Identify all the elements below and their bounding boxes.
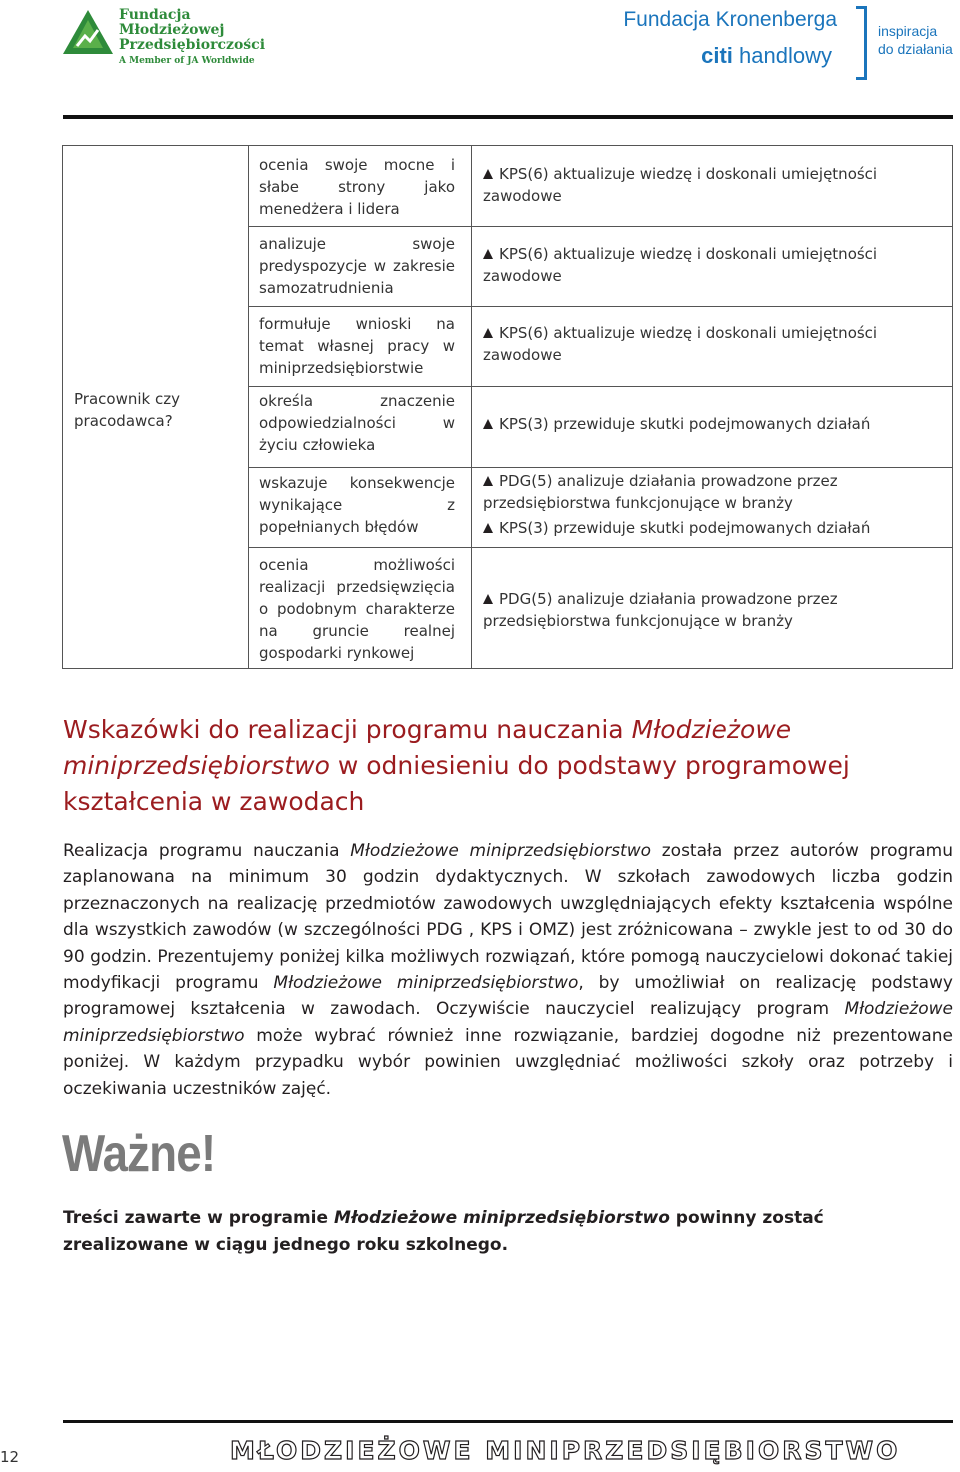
paragraph-text: Realizacja programu nauczania bbox=[63, 841, 351, 861]
effect-item bbox=[483, 243, 943, 287]
note-text: Treści zawarte w programie bbox=[63, 1208, 334, 1228]
table-divider bbox=[248, 467, 952, 468]
triangle-bullet-icon bbox=[483, 476, 493, 486]
footer-title: MŁODZIEŻOWE MINIPRZEDSIĘBIORSTWO bbox=[230, 1436, 901, 1465]
citi-wordmark: citi bbox=[701, 43, 733, 68]
fmp-logo-line2: Młodzieżowej bbox=[119, 22, 225, 38]
tagline bbox=[878, 22, 953, 58]
program-name: Młodzieżowe miniprzedsiębiorstwo bbox=[333, 1208, 670, 1228]
paragraph-text: , by umożliwiał on realizację podstawy programowej kształcenia w zawodach. Oczywiście nauczyciel realizujący program bbox=[63, 973, 953, 1020]
program-name: Młodzieżowe miniprzedsiębiorstwo bbox=[63, 999, 953, 1046]
skill-cell: formułuje wnioski na temat własnej pracy w miniprzedsiębiorstwie bbox=[259, 315, 455, 377]
fmp-logo-line1: Fundacja bbox=[119, 7, 191, 23]
effect-cell bbox=[483, 470, 943, 542]
effect-cell bbox=[483, 163, 943, 210]
triangle-bullet-icon bbox=[483, 594, 493, 604]
skills-table bbox=[62, 145, 953, 669]
effect-text: KPS(6) aktualizuje wiedzę i doskonali umiejętności zawodowe bbox=[483, 324, 878, 364]
effect-text: KPS(6) aktualizuje wiedzę i doskonali umiejętności zawodowe bbox=[483, 165, 878, 205]
citi-handlowy-name bbox=[701, 43, 832, 69]
effect-item bbox=[483, 322, 943, 366]
effect-text: KPS(3) przewiduje skutki podejmowanych działań bbox=[499, 415, 871, 433]
paragraph-text: została przez autorów programu zaplanowana na minimum 30 godzin dydaktycznych. W szkołach zawodowych liczba godzin przeznaczonych na realizację przedmiotów zawodowych uwzględniających efekty kształcenia wspólne dla wszystkich zawodów (w szczególności PDG , KPS i OMZ) jest zróżnicowana – zwykle jest to od 30 do 90 godzin. Prezentujemy poniżej kilka możliwych rozwiązań, które pomogą nauczycielowi dokonać takiej modyfikacji programu bbox=[63, 841, 954, 994]
ja-member-text: A Member of JA Worldwide bbox=[119, 56, 255, 66]
footer-rule bbox=[63, 1420, 953, 1423]
kronenberg-logo bbox=[623, 0, 960, 80]
section-title bbox=[63, 712, 943, 820]
table-divider bbox=[248, 386, 952, 387]
tree-logo-icon bbox=[63, 10, 113, 54]
group-label: Pracownik czy pracodawca? bbox=[74, 390, 180, 430]
effect-text: PDG(5) analizuje działania prowadzone przez przedsiębiorstwa funkcjonujące w branży bbox=[483, 472, 838, 512]
triangle-bullet-icon bbox=[483, 523, 493, 533]
important-heading: Ważne! bbox=[62, 1125, 216, 1183]
fmp-logo-line3: Przedsiębiorczości bbox=[119, 37, 266, 53]
effect-cell bbox=[483, 413, 943, 438]
effect-cell bbox=[483, 243, 943, 290]
effect-text: KPS(3) przewiduje skutki podejmowanych działań bbox=[499, 519, 871, 537]
effect-text: KPS(6) aktualizuje wiedzę i doskonali umiejętności zawodowe bbox=[483, 245, 878, 285]
effect-text: PDG(5) analizuje działania prowadzone przez przedsiębiorstwa funkcjonujące w branży bbox=[483, 590, 838, 630]
effect-item bbox=[483, 163, 943, 207]
body-paragraph bbox=[63, 838, 953, 1102]
kronenberg-name: Fundacja Kronenberga bbox=[623, 8, 837, 31]
fmp-logo bbox=[63, 6, 266, 68]
handlowy-wordmark: handlowy bbox=[732, 43, 832, 68]
tagline-line2: do działania bbox=[878, 41, 953, 57]
table-divider bbox=[248, 547, 952, 548]
effect-cell bbox=[483, 322, 943, 369]
bracket-divider bbox=[856, 6, 867, 80]
skill-cell: ocenia swoje mocne i słabe strony jako menedżera i lidera bbox=[259, 156, 455, 218]
effect-item bbox=[483, 470, 943, 514]
paragraph-text: może wybrać również inne rozwiązanie, bardziej dogodne niż prezentowane poniżej. W każdym przypadku wybór powinien uwzględniać możliwości szkoły oraz potrzeby i oczekiwania uczestników zajęć. bbox=[63, 1025, 953, 1099]
fmp-logo-name bbox=[119, 8, 265, 53]
effect-item bbox=[483, 413, 943, 435]
triangle-bullet-icon bbox=[483, 328, 493, 338]
effect-cell bbox=[483, 588, 943, 635]
title-part: Wskazówki do realizacji programu nauczania bbox=[63, 715, 632, 744]
triangle-bullet-icon bbox=[483, 169, 493, 179]
page-number: 12 bbox=[0, 1448, 20, 1466]
program-name: Młodzieżowe miniprzedsiębiorstwo bbox=[350, 841, 652, 861]
title-italic: Młodzieżowe miniprzedsiębiorstwo bbox=[63, 715, 792, 780]
effect-item bbox=[483, 588, 943, 632]
skill-cell: określa znaczenie odpowiedzialności w życiu człowieka bbox=[259, 392, 455, 454]
triangle-bullet-icon bbox=[483, 419, 493, 429]
skill-cell: ocenia możliwości realizacji przedsięwzięcia o podobnym charakterze na gruncie realnej gospodarki rynkowej bbox=[259, 556, 455, 662]
header-rule bbox=[63, 115, 953, 119]
tagline-line1: inspiracja bbox=[878, 23, 938, 39]
important-note bbox=[63, 1205, 953, 1259]
table-divider bbox=[248, 146, 249, 668]
skill-cell: analizuje swoje predyspozycje w zakresie samozatrudnienia bbox=[259, 235, 455, 297]
title-part: w odniesieniu do podstawy programowej kształcenia w zawodach bbox=[63, 751, 850, 816]
table-divider bbox=[248, 226, 952, 227]
effect-item bbox=[483, 517, 943, 539]
program-name: Młodzieżowe miniprzedsiębiorstwo bbox=[273, 973, 579, 994]
note-text: powinny zostać zrealizowane w ciągu jednego roku szkolnego. bbox=[63, 1208, 824, 1255]
table-divider bbox=[471, 146, 472, 668]
table-divider bbox=[248, 306, 952, 307]
skill-cell: wskazuje konsekwencje wynikające z popełnianych błędów bbox=[259, 474, 455, 536]
triangle-bullet-icon bbox=[483, 249, 493, 259]
